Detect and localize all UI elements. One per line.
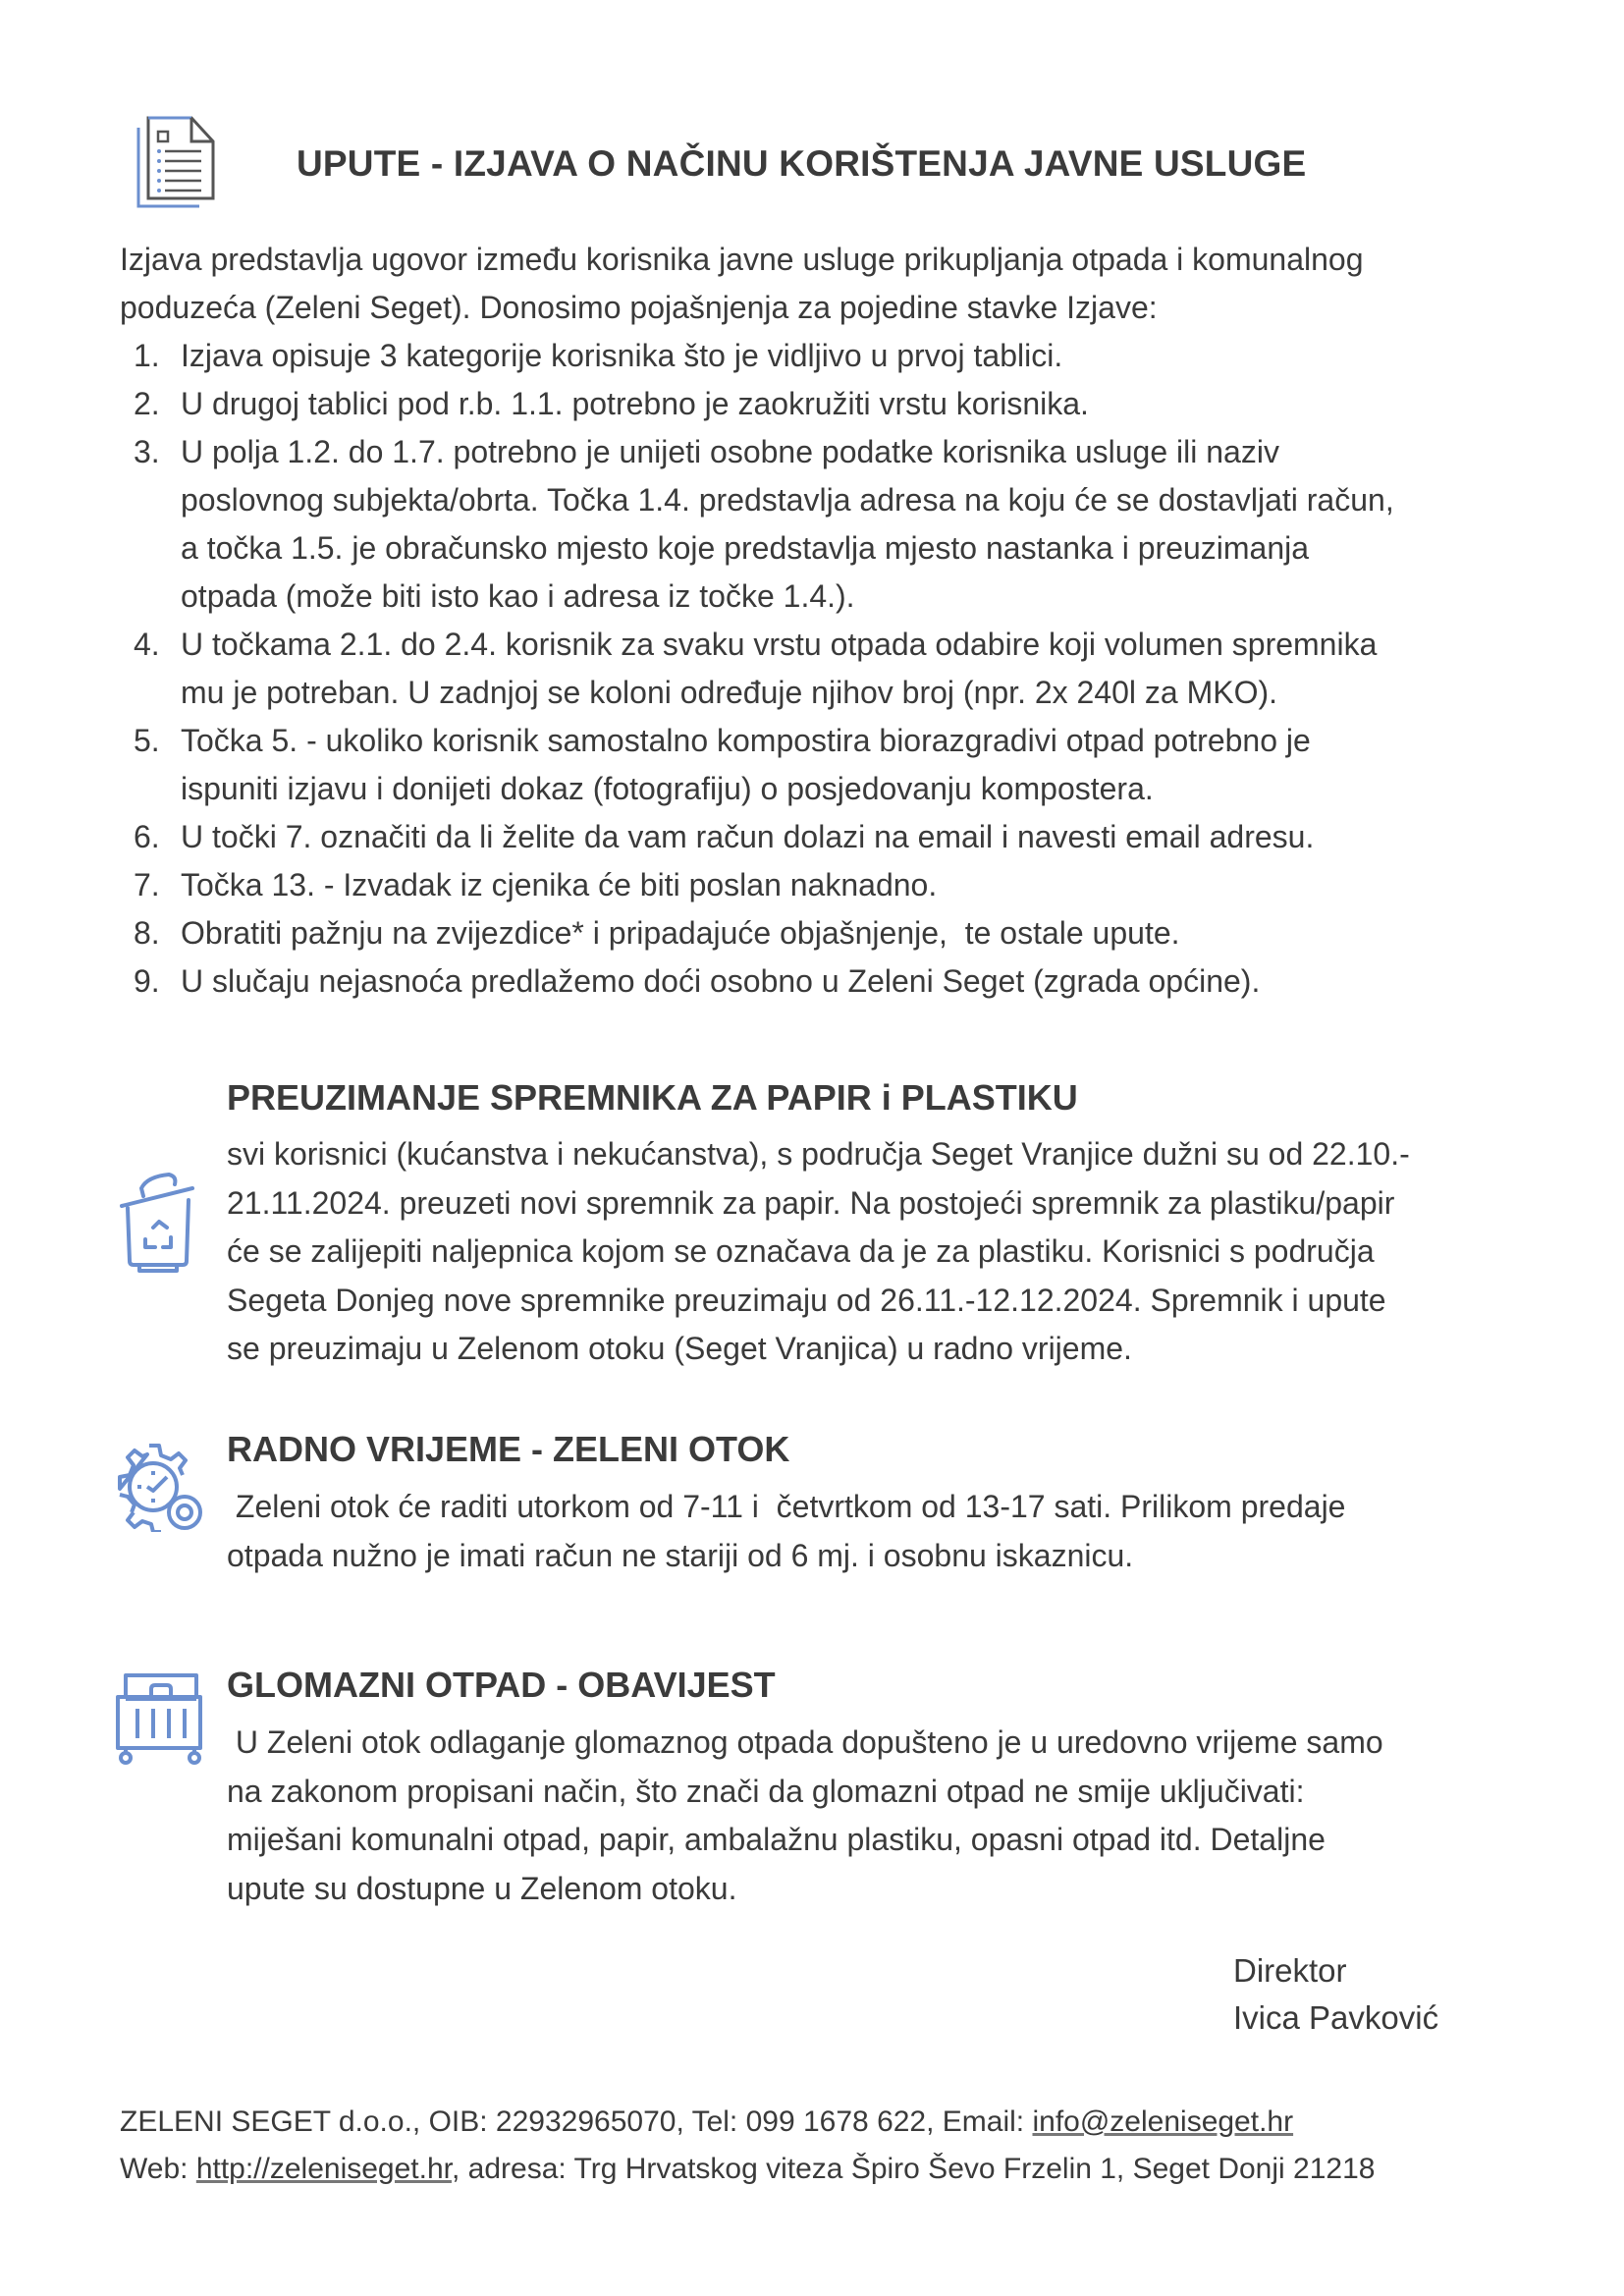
section-line: se preuzimaju u Zelenom otoku (Seget Vranjica) u radno vrijeme. (227, 1331, 1132, 1366)
list-item-line: Obratiti pažnju na zvijezdice* i pripadajuće objašnjenje, te ostale upute. (181, 915, 1180, 951)
list-item-line: otpada (može biti isto kao i adresa iz točke 1.4.). (181, 578, 855, 614)
section-line: Segeta Donjeg nove spremnike preuzimaju od 26.11.-12.12.2024. Spremnik i upute (227, 1282, 1386, 1318)
list-item (120, 813, 1514, 861)
document-list-icon (135, 110, 225, 208)
intro-paragraph-line: Izjava predstavlja ugovor između korisnika javne usluge prikupljanja otpada i komunalnog (120, 242, 1364, 277)
list-item (120, 957, 1514, 1006)
list-item-line: mu je potreban. U zadnjoj se koloni određuje njihov broj (npr. 2x 240l za MKO). (181, 675, 1278, 710)
section-line: miješani komunalni otpad, papir, ambalažnu plastiku, opasni otpad itd. Detaljne (227, 1822, 1326, 1857)
section-body-working-hours (227, 1483, 1533, 1580)
section-heading-working-hours: RADNO VRIJEME - ZELENI OTOK (227, 1429, 790, 1469)
list-item-line: Točka 5. - ukoliko korisnik samostalno kompostira biorazgradivi otpad potrebno je (181, 723, 1311, 758)
section-line: 21.11.2024. preuzeti novi spremnik za papir. Na postojeći spremnik za plastiku/papir (227, 1184, 1395, 1221)
footer-company-info: ZELENI SEGET d.o.o., OIB: 22932965070, Tel: 099 1678 622, Email: (120, 2105, 1033, 2138)
list-item-line: U slučaju nejasnoća predlažemo doći osobno u Zeleni Seget (zgrada općine). (181, 963, 1261, 999)
signature-role: Direktor (1233, 1952, 1347, 1989)
signature-name: Ivica Pavković (1233, 1999, 1439, 2036)
section-line: otpada nužno je imati račun ne stariji od 6 mj. i osobnu iskaznicu. (227, 1537, 1134, 1573)
list-item-line: Točka 13. - Izvadak iz cjenika će biti poslan naknadno. (181, 867, 938, 902)
list-item-line: U točki 7. označiti da li želite da vam račun dolazi na email i navesti email adresu. (181, 819, 1315, 854)
list-item (120, 380, 1514, 428)
section-heading-containers: PREUZIMANJE SPREMNIKA ZA PAPIR i PLASTIKU (227, 1077, 1078, 1118)
intro-paragraph-line: poduzeća (Zeleni Seget). Donosimo pojašnjenja za pojedine stavke Izjave: (120, 290, 1158, 325)
section-body-containers (227, 1130, 1533, 1374)
list-item-line: a točka 1.5. je obračunsko mjesto koje predstavlja mjesto nastanka i preuzimanja (181, 530, 1310, 566)
list-item-number: 3. (134, 434, 160, 469)
list-item-line: U drugoj tablici pod r.b. 1.1. potrebno je zaokružiti vrstu korisnika. (181, 386, 1089, 421)
list-item-line: U točkama 2.1. do 2.4. korisnik za svaku vrstu otpada odabire koji volumen spremnika (181, 627, 1378, 662)
list-item-number: 6. (134, 819, 160, 854)
footer-web-label: Web: (120, 2153, 196, 2185)
list-item-number: 8. (134, 915, 160, 951)
list-item (120, 332, 1514, 380)
section-line: na zakonom propisani način, što znači da glomazni otpad ne smije uključivati: (227, 1773, 1305, 1809)
section-line: će se zalijepiti naljepnica kojom se označava da je za plastiku. Korisnici s područja (227, 1233, 1375, 1269)
email-link[interactable]: info@zeleniseget.hr (1032, 2105, 1294, 2138)
list-item-number: 9. (134, 963, 160, 999)
instructions-list (120, 332, 1514, 1006)
list-item-number: 2. (134, 386, 160, 421)
waste-container-icon (114, 1669, 204, 1766)
list-item (120, 861, 1514, 909)
website-link[interactable]: http://zeleniseget.hr (195, 2153, 452, 2185)
recycle-bin-icon (114, 1167, 202, 1275)
list-item-line: U polja 1.2. do 1.7. potrebno je unijeti osobne podatke korisnika usluge ili naziv (181, 434, 1279, 469)
list-item-number: 7. (134, 867, 160, 902)
section-body-bulky-waste (227, 1719, 1533, 1913)
list-item (120, 428, 1514, 621)
footer-line-address (120, 2146, 1375, 2193)
intro-block (120, 236, 1514, 1006)
footer-address: , adresa: Trg Hrvatskog viteza Špiro Ševo Frzelin 1, Seget Donji 21218 (451, 2153, 1376, 2185)
section-heading-bulky-waste: GLOMAZNI OTPAD - OBAVIJEST (227, 1665, 776, 1705)
list-item (120, 621, 1514, 717)
footer (120, 2099, 1375, 2193)
list-item-line: Izjava opisuje 3 kategorije korisnika što je vidljivo u prvoj tablici. (181, 338, 1063, 373)
footer-line-company (120, 2099, 1375, 2146)
section-line: U Zeleni otok odlaganje glomaznog otpada dopušteno je u uredovno vrijeme samo (227, 1724, 1383, 1760)
list-item-line: poslovnog subjekta/obrta. Točka 1.4. predstavlja adresa na koju će se dostavljati račun, (181, 482, 1394, 518)
list-item-line: ispuniti izjavu i donijeti dokaz (fotografiju) o posjedovanju kompostera. (181, 771, 1154, 806)
list-item-number: 1. (134, 338, 160, 373)
page-title: UPUTE - IZJAVA O NAČINU KORIŠTENJA JAVNE USLUGE (297, 143, 1307, 184)
list-item (120, 909, 1514, 957)
list-item-number: 5. (134, 723, 160, 758)
list-item-number: 4. (134, 627, 160, 662)
section-line: svi korisnici (kućanstva i nekućanstva), s područja Seget Vranjice dužni su od 22.10.- (227, 1136, 1410, 1172)
signature-block (1233, 1947, 1438, 2042)
gear-clock-icon (114, 1442, 204, 1532)
list-item (120, 717, 1514, 813)
section-line: Zeleni otok će raditi utorkom od 7-11 i četvrtkom od 13-17 sati. Prilikom predaje (227, 1489, 1346, 1524)
section-line: upute su dostupne u Zelenom otoku. (227, 1870, 737, 1906)
